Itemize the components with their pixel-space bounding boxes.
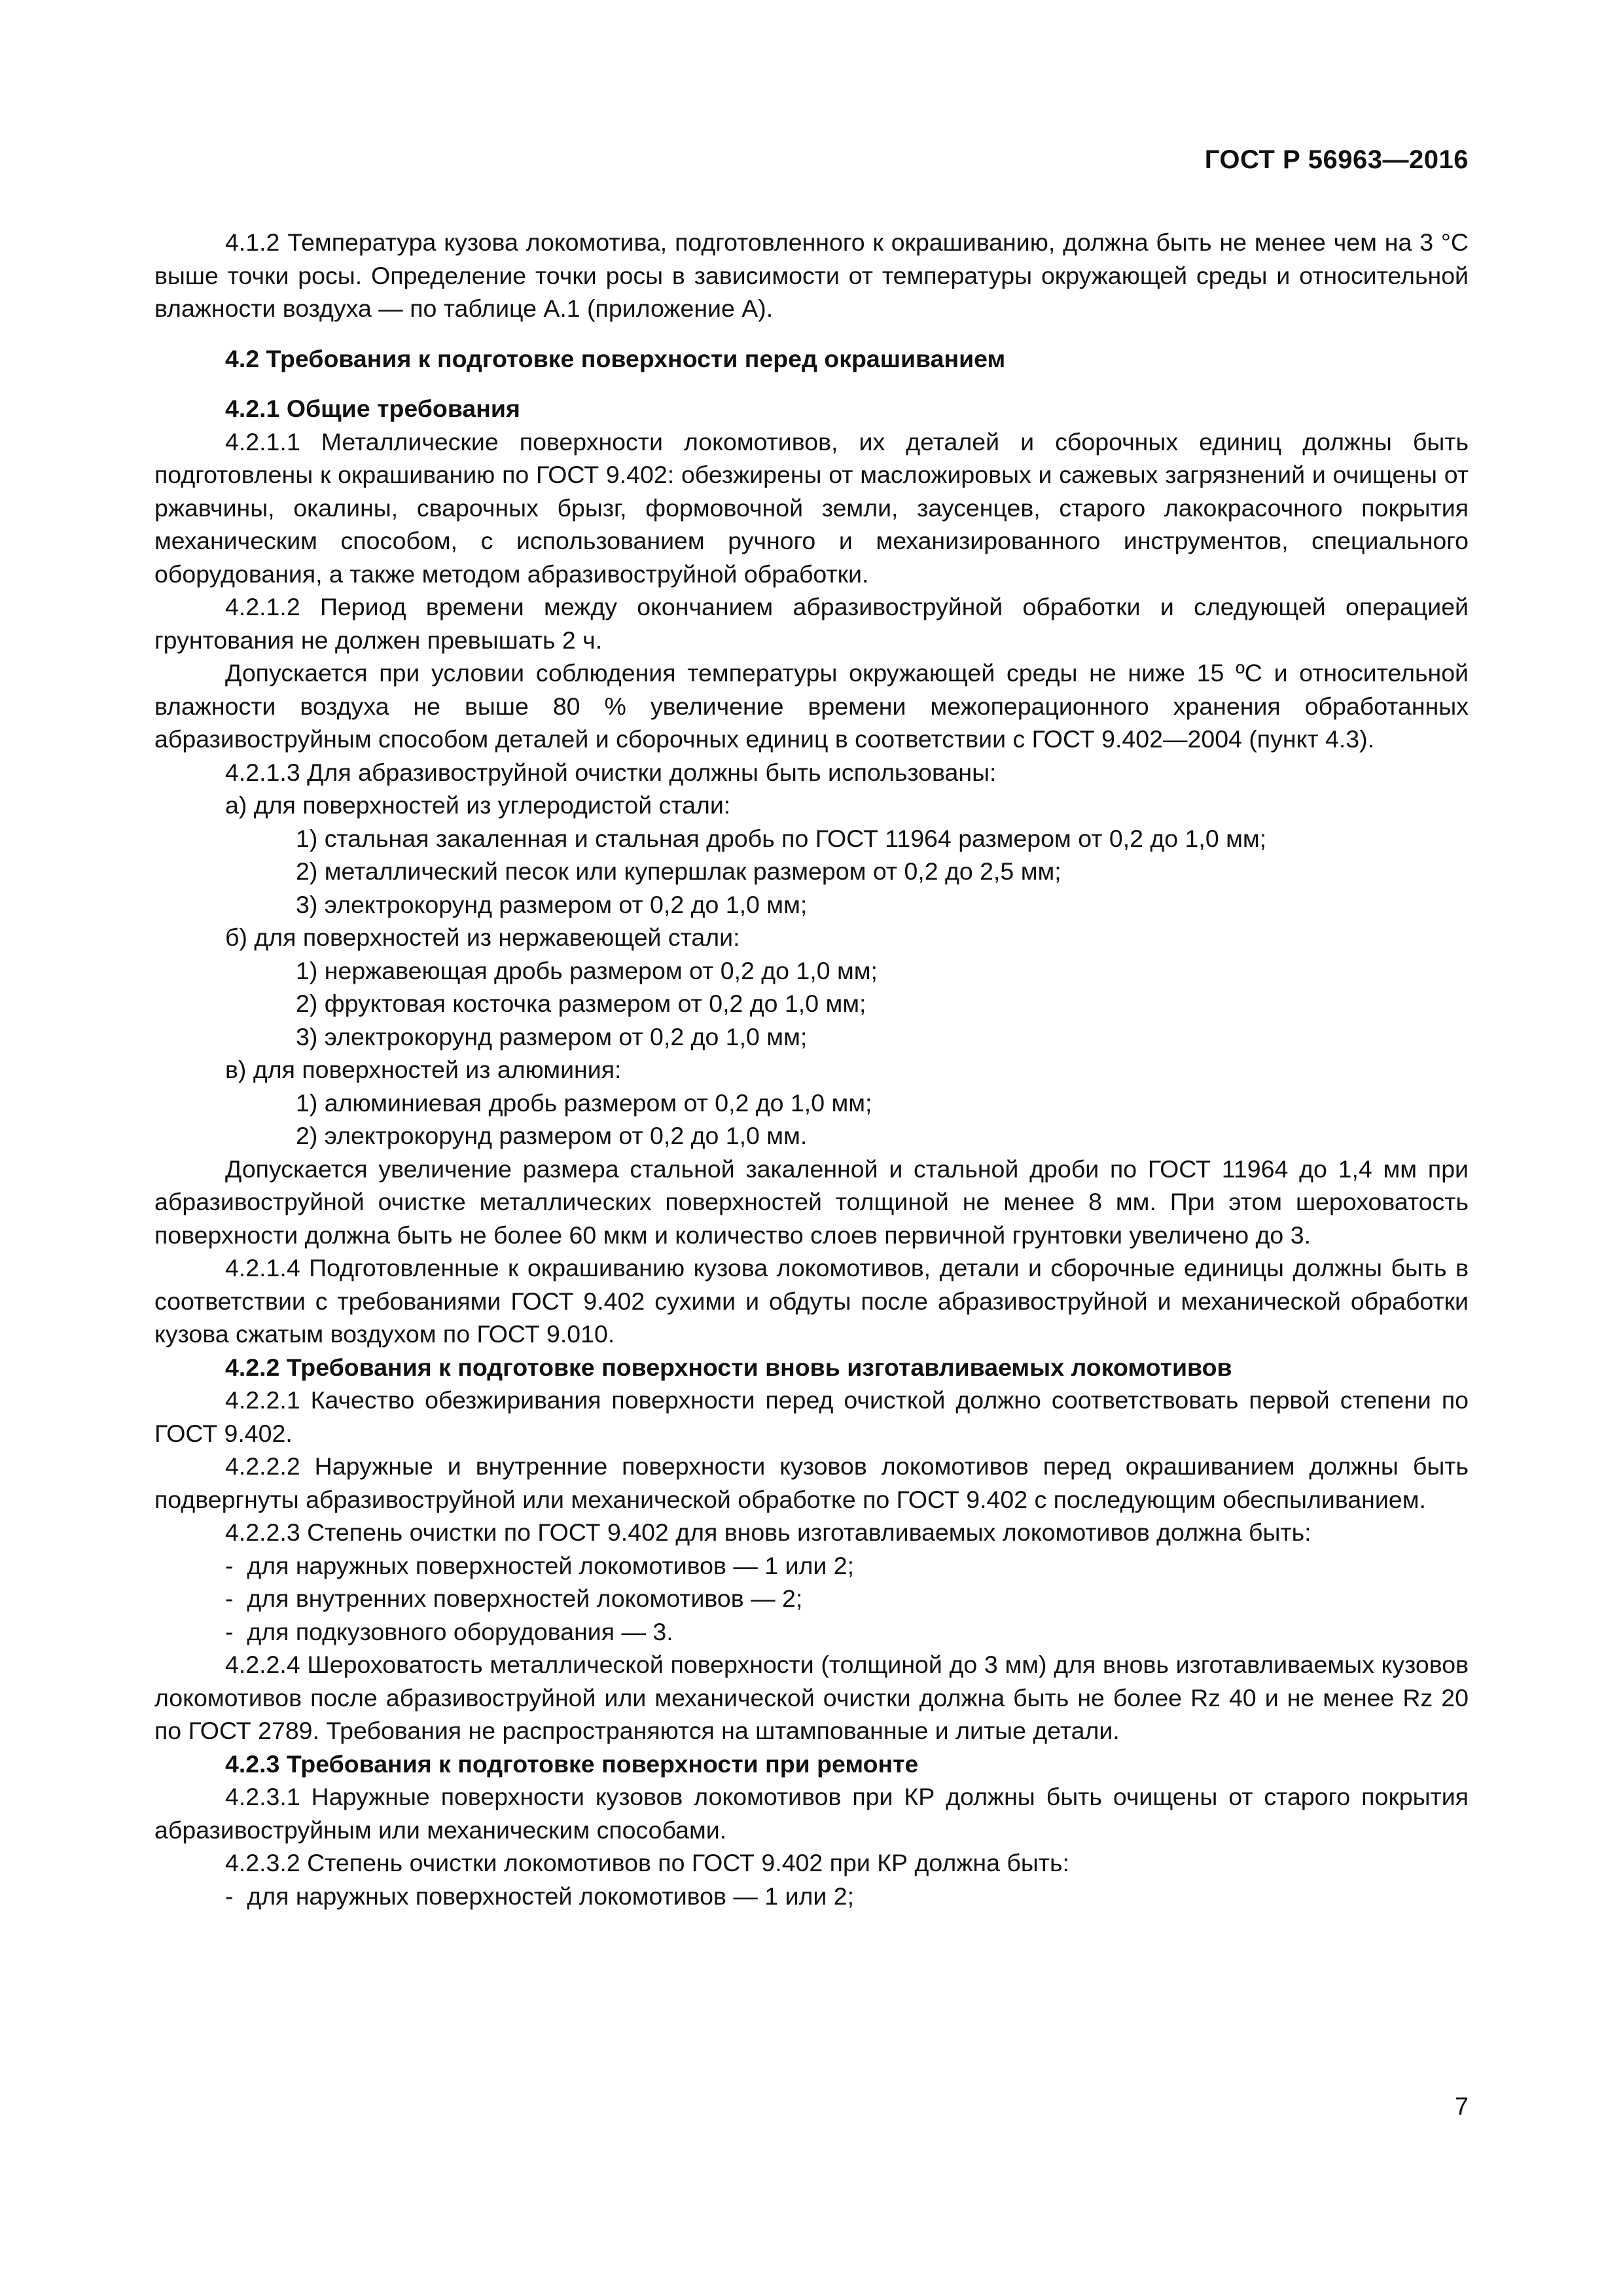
heading-4-2-1: 4.2.1 Общие требования <box>225 395 520 422</box>
clause-4-2-1-4: 4.2.1.4 Подготовленные к окрашиванию кузова локомотивов, детали и сборочные единицы должны быть в соответствии с требованиями ГОСТ 9.402 сухими и обдуты после абразивоструйной и механической обработки кузова сжатым воздухом по ГОСТ 9.010. <box>154 1254 1469 1348</box>
list-item: 1) алюминиевая дробь размером от 0,2 до 1,0 мм; <box>296 1088 872 1117</box>
dash-list-item: - для внутренних поверхностей локомотивов — 2; <box>154 1582 1469 1615</box>
dash-list-item: - для подкузовного оборудования — 3. <box>154 1615 1469 1649</box>
clause-4-2-1-2: 4.2.1.2 Период времени между окончанием абразивоструйной обработки и следующей операцией грунтования не должен превышать 2 ч. <box>154 593 1469 654</box>
clause-4-2-1-3: 4.2.1.3 Для абразивоструйной очистки должны быть использованы: <box>225 758 997 786</box>
list-b-title: б) для поверхностей из нержавеющей стали: <box>225 924 740 951</box>
allowance-paragraph-1: Допускается при условии соблюдения температуры окружающей среды не ниже 15 ºС и относительной влажности воздуха не выше 80 % увеличение времени межоперационного хранения обработанных абразивоструйным способом деталей и сборочных единиц в соответствии с ГОСТ 9.402—2004 (пункт 4.3). <box>154 659 1469 753</box>
doc-code-header: ГОСТ Р 56963—2016 <box>1204 145 1469 174</box>
list-item: 2) металлический песок или купершлак размером от 0,2 до 2,5 мм; <box>296 857 1061 885</box>
dash-list-item: - для наружных поверхностей локомотивов — 1 или 2; <box>154 1549 1469 1583</box>
clause-4-2-1-1: 4.2.1.1 Металлические поверхности локомотивов, их деталей и сборочных единиц должны быть подготовлены к окрашиванию по ГОСТ 9.402: обезжирены от масложировых и сажевых загрязнений и очищены от ржавчины, окалины, сварочных брызг, формовочной земли, заусенцев, старого лакокрасочного покрытия механическим способом, с использованием ручного и механизированного инструментов, специального оборудования, а также методом абразивоструйной обработки. <box>154 427 1469 588</box>
list-c-title: в) для поверхностей из алюминия: <box>225 1056 622 1083</box>
dash-list-item: - для наружных поверхностей локомотивов — 1 или 2; <box>154 1880 1469 1913</box>
heading-4-2: 4.2 Требования к подготовке поверхности перед окрашиванием <box>225 344 1006 372</box>
list-item: 2) фруктовая косточка размером от 0,2 до 1,0 мм; <box>296 990 866 1017</box>
list-item: 3) электрокорунд размером от 0,2 до 1,0 мм; <box>296 890 808 918</box>
clause-4-2-2-2: 4.2.2.2 Наружные и внутренние поверхности кузовов локомотивов перед окрашиванием должны быть подвергнуты абразивоструйной или механической обработке по ГОСТ 9.402 с последующим обеспыливанием. <box>154 1452 1469 1513</box>
clause-4-1-2: 4.1.2 Температура кузова локомотива, подготовленного к окрашиванию, должна быть не менее чем на 3 °С выше точки росы. Определение точки росы в зависимости от температуры окружающей среды и относительной влажности воздуха — по таблице А.1 (приложение А). <box>154 228 1469 322</box>
clause-4-2-2-3: 4.2.2.3 Степень очистки по ГОСТ 9.402 для вновь изготавливаемых локомотивов должна быть: <box>225 1518 1311 1546</box>
document-body <box>154 226 1469 1912</box>
list-a-title: а) для поверхностей из углеродистой стали: <box>225 791 731 819</box>
clause-4-2-2-1: 4.2.2.1 Качество обезжиривания поверхности перед очисткой должно соответствовать первой степени по ГОСТ 9.402. <box>154 1386 1469 1447</box>
list-item: 1) стальная закаленная и стальная дробь по ГОСТ 11964 размером от 0,2 до 1,0 мм; <box>296 824 1267 852</box>
list-item: 3) электрокорунд размером от 0,2 до 1,0 мм; <box>296 1022 808 1050</box>
heading-4-2-2: 4.2.2 Требования к подготовке поверхности вновь изготавливаемых локомотивов <box>225 1353 1232 1381</box>
heading-4-2-3: 4.2.3 Требования к подготовке поверхности при ремонте <box>225 1749 919 1778</box>
list-item: 2) электрокорунд размером от 0,2 до 1,0 мм. <box>296 1122 808 1149</box>
page-number: 7 <box>1454 2093 1469 2121</box>
clause-4-2-3-2: 4.2.3.2 Степень очистки локомотивов по ГОСТ 9.402 при КР должна быть: <box>225 1849 1069 1876</box>
clause-4-2-2-4: 4.2.2.4 Шероховатость металлической поверхности (толщиной до 3 мм) для вновь изготавливаемых кузовов локомотивов после абразивоструйной или механической очистки должна быть не более Rz 40 и не менее Rz 20 по ГОСТ 2789. Требования не распространяются на штампованные и литые детали. <box>154 1651 1469 1744</box>
clause-4-2-3-1: 4.2.3.1 Наружные поверхности кузовов локомотивов при КР должны быть очищены от старого покрытия абразивоструйным или механическим способами. <box>154 1783 1469 1844</box>
list-item: 1) нержавеющая дробь размером от 0,2 до 1,0 мм; <box>296 956 878 984</box>
allowance-paragraph-2: Допускается увеличение размера стальной закаленной и стальной дроби по ГОСТ 11964 до 1,4 мм при абразивоструйной очистке металлических поверхностей толщиной не менее 8 мм. При этом шероховатость поверхности должна быть не более 60 мкм и количество слоев первичной грунтовки увеличено до 3. <box>154 1155 1469 1249</box>
